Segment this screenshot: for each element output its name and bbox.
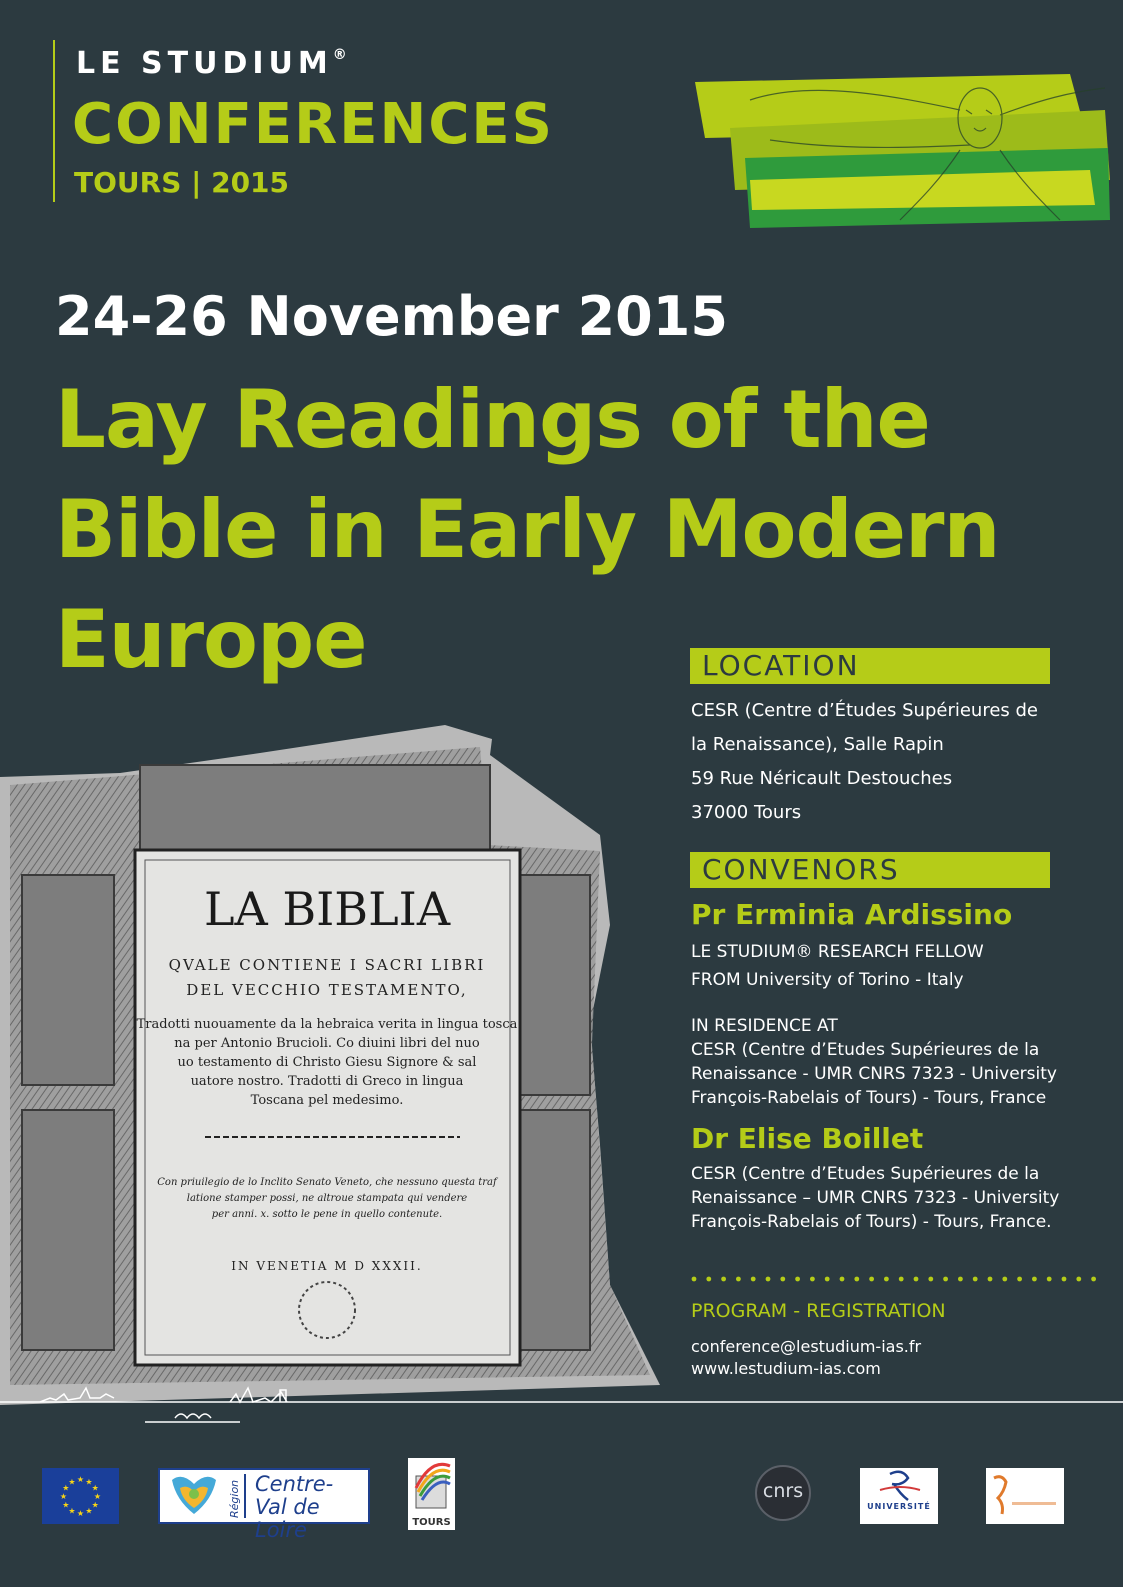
universite-tours-logo: UNIVERSITÉ <box>860 1468 938 1524</box>
divider-dot <box>751 1277 756 1282</box>
divider-dot <box>869 1277 874 1282</box>
bible-privilege-line: per anni. x. sotto le pene in quello contenute. <box>211 1209 443 1220</box>
divider-dot <box>780 1277 785 1282</box>
divider-dot <box>840 1277 845 1282</box>
program-registration-label: PROGRAM - REGISTRATION <box>691 1300 946 1322</box>
divider-dot <box>899 1277 904 1282</box>
eu-flag-logo <box>42 1468 119 1524</box>
eu-star-icon: ★ <box>62 1500 70 1510</box>
location-line: la Renaissance), Salle Rapin <box>691 734 944 755</box>
eu-star-icon: ★ <box>76 1509 85 1518</box>
divider-dot <box>988 1277 993 1282</box>
tours-city-logo <box>408 1458 455 1530</box>
region-centre-logo <box>158 1468 370 1542</box>
divider-dot <box>973 1277 978 1282</box>
cnrs-logo: cnrs <box>755 1465 811 1521</box>
bible-subtitle: DEL VECCHIO TESTAMENTO, <box>186 981 468 999</box>
affiliation-line: CESR (Centre d’Etudes Supérieures de la <box>691 1164 1040 1184</box>
eu-star-icon: ★ <box>68 1477 76 1487</box>
eu-star-icon: ★ <box>59 1492 68 1501</box>
affiliation-line: François-Rabelais of Tours) - Tours, France. <box>691 1212 1052 1232</box>
header-rule <box>53 40 55 202</box>
bible-subtitle: QVALE CONTIENE I SACRI LIBRI <box>168 956 486 974</box>
location-line: 37000 Tours <box>691 802 802 823</box>
event-dates: 24-26 November 2015 <box>55 285 728 348</box>
location-label: LOCATION <box>690 648 1050 684</box>
divider-dot <box>825 1277 830 1282</box>
convenor-residence <box>691 1014 1091 1110</box>
affiliation-line: Renaissance – UMR CNRS 7323 - University <box>691 1188 1060 1208</box>
divider-dot <box>1062 1277 1067 1282</box>
bible-title-page-image <box>0 725 660 1405</box>
eu-star-icon: ★ <box>76 1475 85 1484</box>
role-line: LE STUDIUM® RESEARCH FELLOW <box>691 942 984 962</box>
location-line: CESR (Centre d’Études Supérieures de <box>691 700 1039 721</box>
divider-dot <box>854 1277 859 1282</box>
divider-dot <box>1032 1277 1037 1282</box>
bible-privilege-line: latione stamper possi, ne altroue stampata qui vendere <box>186 1193 468 1204</box>
bible-body-line: Toscana pel medesimo. <box>250 1093 404 1108</box>
region-vertical-text: Région <box>228 1479 241 1518</box>
title-line: Lay Readings of the <box>55 373 930 466</box>
contact-website[interactable]: www.lestudium-ias.com <box>691 1359 881 1378</box>
role-line: FROM University of Torino - Italy <box>691 970 964 990</box>
divider-dot <box>721 1277 726 1282</box>
cesr-logo <box>986 1468 1064 1524</box>
vitruvian-banner <box>690 70 1110 230</box>
divider-dot <box>1017 1277 1022 1282</box>
contact-email[interactable]: conference@lestudium-ias.fr <box>691 1337 922 1356</box>
divider-dot <box>1076 1277 1081 1282</box>
bible-body-line: uo testamento di Christo Giesu Signore & sal <box>177 1055 477 1070</box>
eu-star-icon: ★ <box>91 1500 99 1510</box>
title-line: Bible in Early Modern <box>55 483 1000 576</box>
residence-line: François-Rabelais of Tours) - Tours, France <box>691 1088 1047 1108</box>
series-title: CONFERENCES <box>72 92 555 157</box>
contact-info <box>691 1336 921 1380</box>
title-line: Europe <box>55 593 367 686</box>
location-address <box>691 694 1038 830</box>
divider-dot <box>795 1277 800 1282</box>
convenor-name: Pr Erminia Ardissino <box>691 898 1013 931</box>
eu-star-icon: ★ <box>62 1483 70 1493</box>
bible-body-line: Tradotti nuouamente da la hebraica verita in lingua tosca <box>136 1017 518 1032</box>
divider-dot <box>1091 1277 1096 1282</box>
eu-star-icon: ★ <box>85 1477 93 1487</box>
divider-dot <box>914 1277 919 1282</box>
divider-dot <box>943 1277 948 1282</box>
divider-dot <box>958 1277 963 1282</box>
divider-dot <box>1047 1277 1052 1282</box>
event-title <box>55 365 1095 695</box>
convenors-label: CONVENORS <box>690 852 1050 888</box>
divider-dot <box>692 1277 697 1282</box>
eu-star-icon: ★ <box>91 1483 99 1493</box>
bible-imprint: IN VENETIA M D XXXII. <box>231 1259 423 1273</box>
bible-privilege-line: Con priuilegio de lo Inclito Senato Veneto, che nessuno questa traf <box>157 1177 497 1188</box>
eu-star-icon: ★ <box>93 1492 102 1501</box>
eu-star-icon: ★ <box>68 1506 76 1516</box>
bible-title-text: LA BIBLIA <box>203 882 451 936</box>
residence-line: IN RESIDENCE AT <box>691 1016 838 1036</box>
divider-dot <box>928 1277 933 1282</box>
residence-line: CESR (Centre d’Etudes Supérieures de la <box>691 1040 1040 1060</box>
divider-dot <box>810 1277 815 1282</box>
place-year: TOURS | 2015 <box>74 166 290 199</box>
convenor-name: Dr Elise Boillet <box>691 1122 924 1155</box>
brand-name: LE STUDIUM® <box>76 46 347 81</box>
location-line: 59 Rue Néricault Destouches <box>691 768 953 789</box>
residence-line: Renaissance - UMR CNRS 7323 - University <box>691 1064 1057 1084</box>
divider-dot <box>1002 1277 1007 1282</box>
city-skyline-line <box>0 1380 1123 1430</box>
divider-dot <box>706 1277 711 1282</box>
divider-dot <box>736 1277 741 1282</box>
dotted-divider <box>690 1272 1100 1286</box>
divider-dot <box>884 1277 889 1282</box>
tours-label: TOURS <box>412 1517 451 1528</box>
region-name: Centre- Val de Loire <box>255 1472 334 1542</box>
eu-star-icon: ★ <box>85 1506 93 1516</box>
bible-body-line: uatore nostro. Tradotti di Greco in lingua <box>190 1074 464 1089</box>
divider-dot <box>766 1277 771 1282</box>
convenor-affiliation <box>691 1162 1091 1234</box>
convenor-role <box>691 938 984 994</box>
bible-body-line: na per Antonio Brucioli. Co diuini libri del nuo <box>174 1036 480 1051</box>
